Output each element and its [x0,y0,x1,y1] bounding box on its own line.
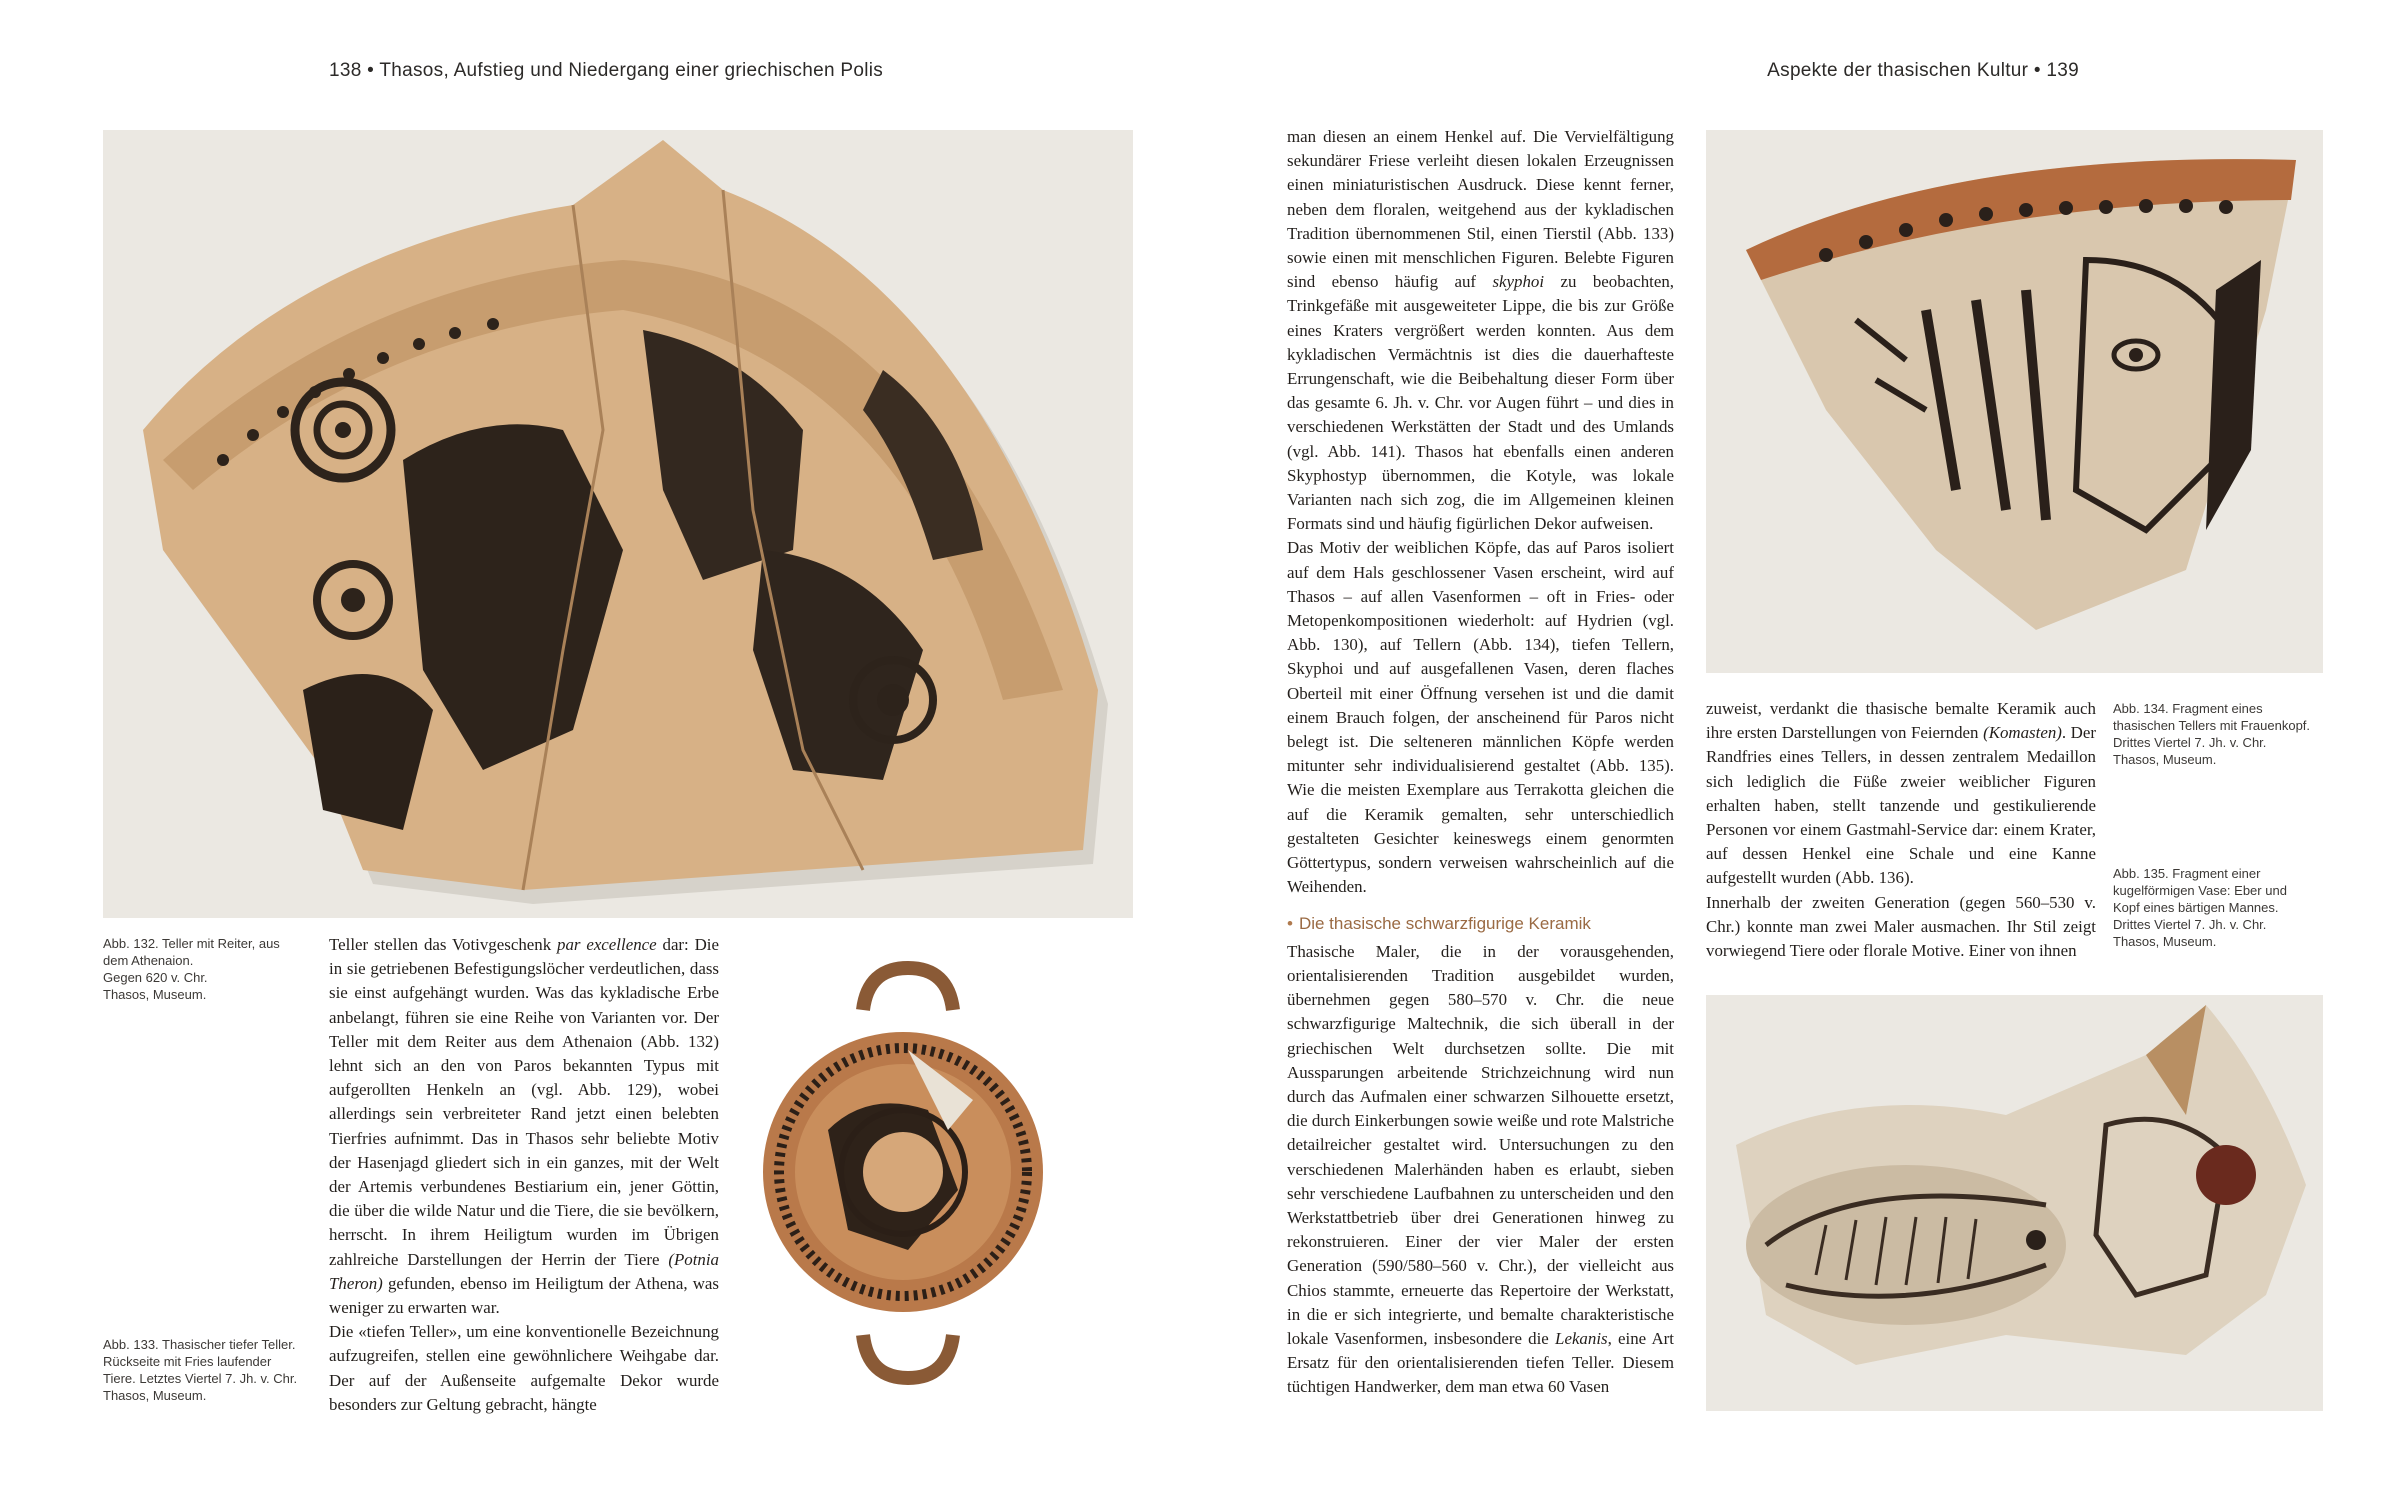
caption-line: Rückseite mit Fries laufender [103,1354,272,1369]
photo-fragment-female-head [1706,130,2323,673]
paragraph [329,933,719,1320]
caption-abb-135 [2113,865,2287,950]
caption-abb-132 [103,935,280,1003]
paragraph [1287,940,1674,1400]
paragraph: Innerhalb der zweiten Generation (gegen 560–530 v. Chr.) konnte man zwei Maler ausmachen. Ihr Stil zeigt vorwiegend Tiere oder florale Motive. Einer von ihnen [1706,892,2096,961]
caption-line: Drittes Viertel 7. Jh. v. Chr. [2113,917,2267,932]
caption-line: Tiere. Letztes Viertel 7. Jh. v. Chr. [103,1371,298,1386]
caption-line: Thasos, Museum. [103,1388,207,1403]
text-run: Thasische Maler, die in der vorausgehenden, orientalisierenden Tradition ausgebildet wurden, übernehmen gegen 580–570 v. Chr. die neue schwarzfigurige Maltechnik, die sich überall in der griechischen Welt durchsetzen sollte. Die mit Aussparungen arbeitende Strichzeichnung wird nun durch das Aufmalen einer schwarzen Silhouette ersetzt, die durch Einkerbungen sowie weiße und rote Malstriche detailreicher gestaltet wird. Untersuchungen zu den verschiedenen Malerhänden haben es erlaubt, sieben sehr verschiedene Laufbahnen zu unterscheiden und den Werkstattbetrieb über drei Generationen hinweg zu rekonstruieren. Einer der vier Maler der ersten Generation (590/580–560 v. Chr.), der vielleicht aus Chios stammte, erneuerte das Repertoire der Werkstatt, in die er sich integrierte, und bemalte charakteristische lokale Vasenformen, insbesondere die [1287,941,1674,1348]
caption-abb-133 [103,1336,297,1404]
caption-line: Gegen 620 v. Chr. [103,970,208,985]
italic-run: par excellence [557,935,657,954]
paragraph [1706,697,2096,891]
body-text-column-1 [329,933,719,1417]
running-head-right: Aspekte der thasischen Kultur • 139 [1767,60,2079,81]
running-head-left: 138 • Thasos, Aufstieg und Niedergang einer griechischen Polis [329,60,884,81]
text-run: zu beobachten, Trinkgefäße mit ausgeweiteter Lippe, die bis zur Größe eines Kraters vergrößert werden konnten. Aus dem kykladischen Vermächtnis ist dies die dauerhafteste Errungenschaft, wie die Beibehaltung dieser Form über das gesamte 6. Jh. v. Chr. vor Augen führt – und dies in verschiedenen Werkstätten der Stadt und des Umlands (vgl. Abb. 141). Thasos hat ebenfalls einen anderen Skyphostyp übernommen, die Kotyle, was lokale Varianten nach sich zog, die im Allgemeinen kleinen Formats sind und häufig figürlichen Dekor aufweisen. [1287,272,1674,534]
text-run: . Der Randfries eines Tellers, in dessen zentralem Medaillon sich lediglich die Füße zweier weiblicher Figuren erhalten haben, stellt tanzende und gestikulierende Personen vor einem Gastmahl-Service dar: einem Krater, auf dessen Henkel eine Schale und eine Kanne aufgestellt wurden (Abb. 136). [1706,723,2097,888]
text-run: gefunden, ebenso im Heiligtum der Athena, was weniger zu erwarten war. [329,1273,719,1318]
photo-plate-with-rider [103,130,1133,918]
caption-line: Abb. 133. Thasischer tiefer Teller. [103,1337,296,1352]
caption-line: kugelförmigen Vase: Eber und [2113,883,2287,898]
caption-line: Thasos, Museum. [2113,752,2217,767]
caption-line: Abb. 135. Fragment einer [2113,866,2261,881]
italic-run: (Potnia Theron) [329,1249,719,1293]
text-run: Teller stellen das Votivgeschenk [329,935,557,954]
section-heading [1287,912,1674,936]
bullet-icon: • [1287,913,1293,933]
caption-line: thasischen Tellers mit Frauenkopf. [2113,718,2311,733]
section-heading-label: Die thasische schwarzfigurige Keramik [1298,913,1591,933]
text-run: dar: Die in sie getriebenen Befestigungslöcher verdeutlichen, dass sie einst aufgehängt wurden. Was das kykladische Erbe anbelangt, führen sie eine Reihe von Varianten vor. Der Teller mit dem Reiter aus dem Athenaion (Abb. 132) lehnt sich an den von Paros bekannten Typus mit aufgerollten Henkeln an (vgl. Abb. 129), wobei allerdings sein verbreiteter Rand jetzt einen belebten Tierfries aufnimmt. Das in Thasos sehr beliebte Motiv der Hasenjagd gliedert sich in ein ganzes, mit der Welt der Artemis verbundenes Bestiarium ein, jener Göttin, die über die wilde Natur und die Tiere, die sie bevölkern, herrscht. In ihrem Heiligtum wurden im Übrigen zahlreiche Darstellungen der Herrin der Tiere [329,935,719,1269]
caption-line: Abb. 132. Teller mit Reiter, aus [103,936,280,951]
photo-deep-plate [758,950,1048,1395]
text-run: zuweist, verdankt die thasische bemalte Keramik auch ihre ersten Darstellungen von Feiernden [1706,699,2096,743]
italic-run: Lekanis [1555,1328,1608,1348]
text-run: , eine Art Ersatz für den orientalisierenden tiefen Teller. Diesem tüchtigen Handwerker, dem man etwa 60 Vasen [1287,1328,1674,1397]
caption-line: dem Athenaion. [103,953,194,968]
caption-line: Kopf eines bärtigen Mannes. [2113,900,2279,915]
paragraph [1287,125,1674,536]
caption-line: Thasos, Museum. [103,987,207,1002]
caption-abb-134 [2113,700,2310,768]
caption-line: Abb. 134. Fragment eines [2113,701,2263,716]
italic-run: (Komasten) [1983,723,2062,743]
paragraph: Das Motiv der weiblichen Köpfe, das auf Paros isoliert auf dem Hals geschlossener Vasen erscheint, wird auf Thasos – auf allen Vasenformen – oft in Fries- oder Metopenkompositionen wiederholt: auf Hydrien (vgl. Abb. 130), auf Tellern (Abb. 134), tiefen Tellern, Skyphoi und auf ausgefallenen Vasen, deren flaches Oberteil mit einer Öffnung versehen ist und die damit einem Brauch folgen, der anscheinend für Paros nicht belegt ist. Die selteneren männlichen Köpfe werden mitunter sehr individualisierend gestaltet (Abb. 135). Wie die meisten Exemplare aus Terrakotta gleichen die auf die Keramik gemalten, sehr unterschiedlich gestalteten Gesichter keineswegs einem genormten Göttertypus, sondern verweisen wahrscheinlich auf die Weihenden. [1287,538,1674,897]
caption-line: Drittes Viertel 7. Jh. v. Chr. [2113,735,2267,750]
caption-line: Thasos, Museum. [2113,934,2217,949]
paragraph: Die «tiefen Teller», um eine konventionelle Bezeichnung aufzugreifen, stellen eine gewöhnlichere Weihgabe dar. Der auf der Außenseite aufgemalte Dekor wurde besonders zur Geltung gebracht, hängte [329,1322,719,1414]
photo-fragment-boar [1706,995,2323,1411]
italic-run: skyphoi [1492,272,1545,292]
text-run: man diesen an einem Henkel auf. Die Vervielfältigung sekundärer Friese verleiht diesen lokalen Erzeugnissen einen miniaturistischen Ausdruck. Diese kennt ferner, neben dem floralen, weitgehend aus der kykladischen Tradition übernommenen Stil, einen Tierstil (Abb. 133) sowie einen mit menschlichen Figuren. Belebte Figuren sind ebenso häufig auf [1287,127,1674,292]
body-text-column-3 [1706,697,2096,963]
body-text-column-2 [1287,125,1674,1400]
